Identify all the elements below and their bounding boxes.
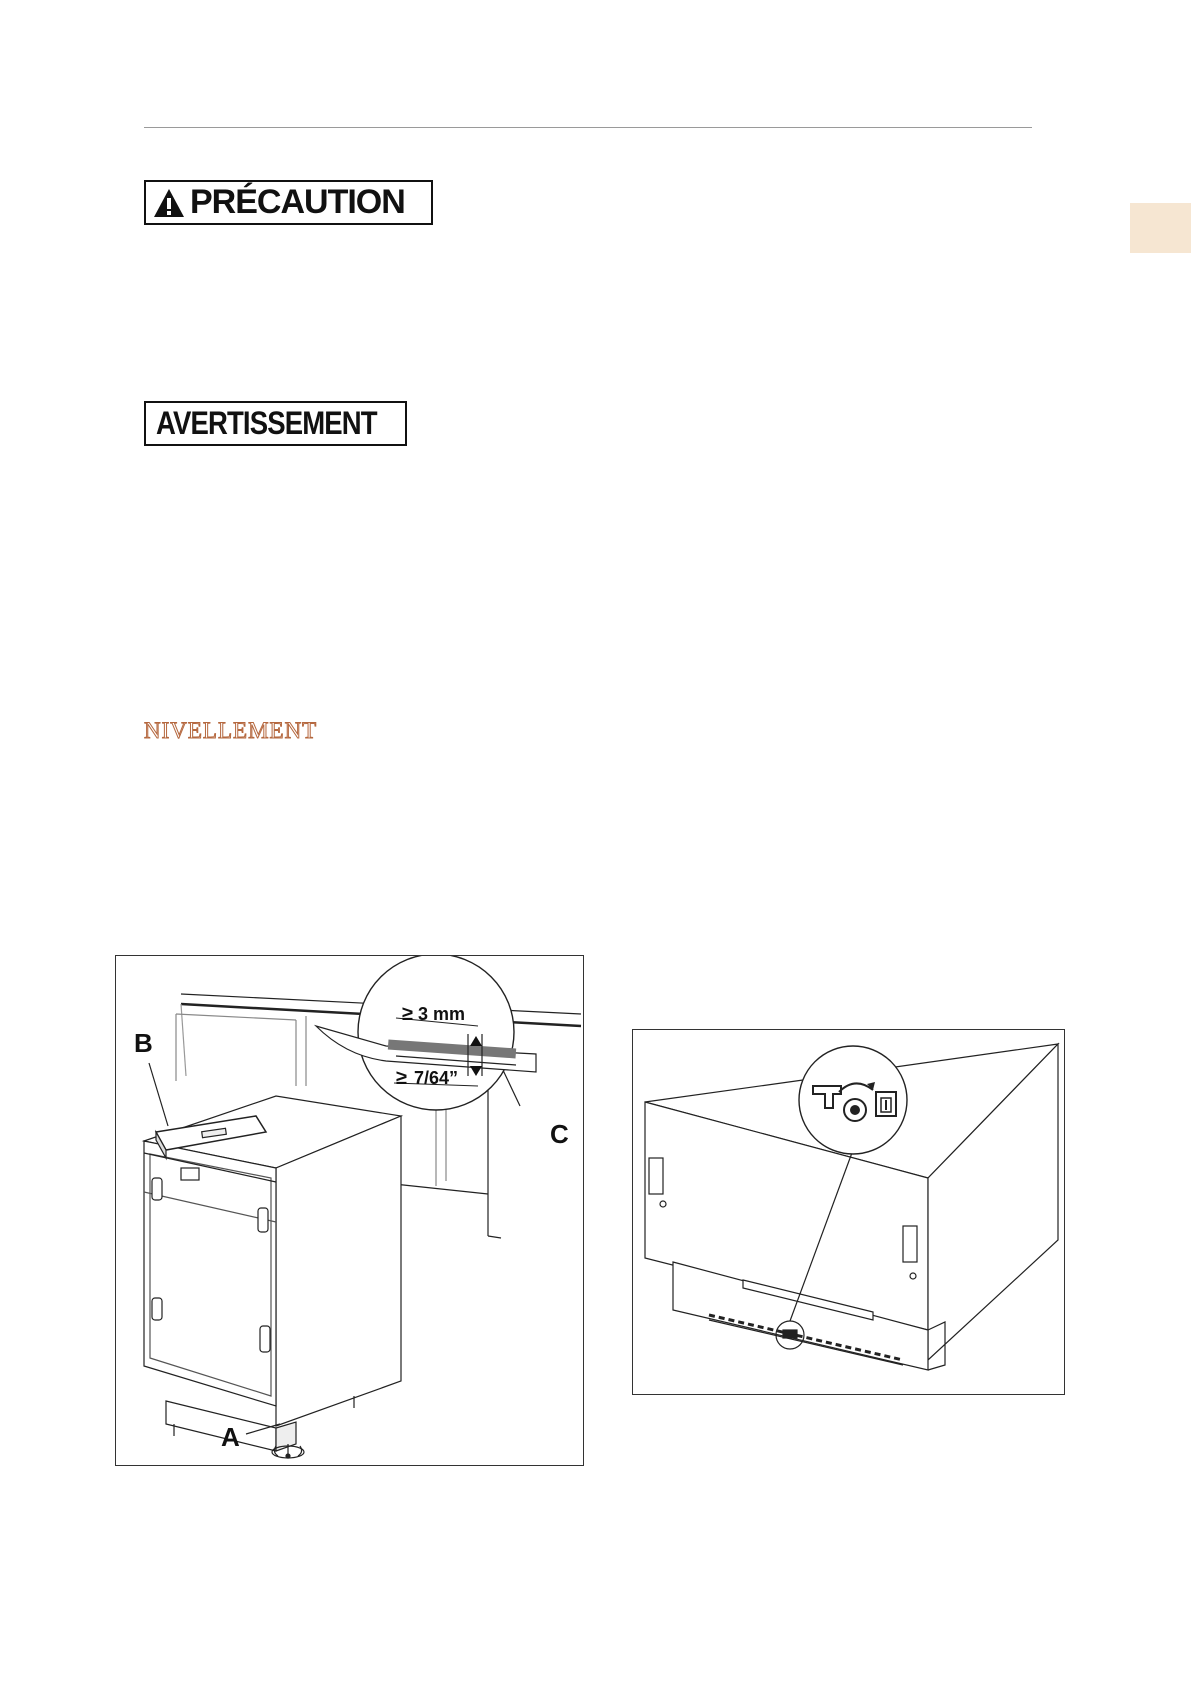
gap-metric-label: 3 mm [418,1004,466,1024]
label-b: B [134,1028,153,1058]
language-side-tab [1130,203,1191,253]
dishwasher-leveling-illustration [116,956,585,1467]
rear-leveling-figure [632,1029,1065,1395]
caution-badge [144,180,433,225]
warning-triangle-icon [152,187,186,219]
header-rule [144,127,1032,128]
rear-leveling-illustration [633,1030,1066,1396]
warning-label: AVERTISSEMENT [156,405,377,441]
label-a: A [221,1422,240,1452]
warning-badge [144,401,407,446]
label-c: C [550,1119,569,1149]
leveling-screw-detail-icon [799,1046,907,1154]
section-title: NIVELLEMENT [144,718,318,743]
leveling-figure [115,955,584,1466]
ge-symbol-bottom: ≥ [396,1067,407,1089]
caution-label: PRÉCAUTION [190,183,405,221]
ge-symbol-top: ≥ [402,1003,413,1025]
gap-imperial-label: 7/64” [414,1068,459,1088]
